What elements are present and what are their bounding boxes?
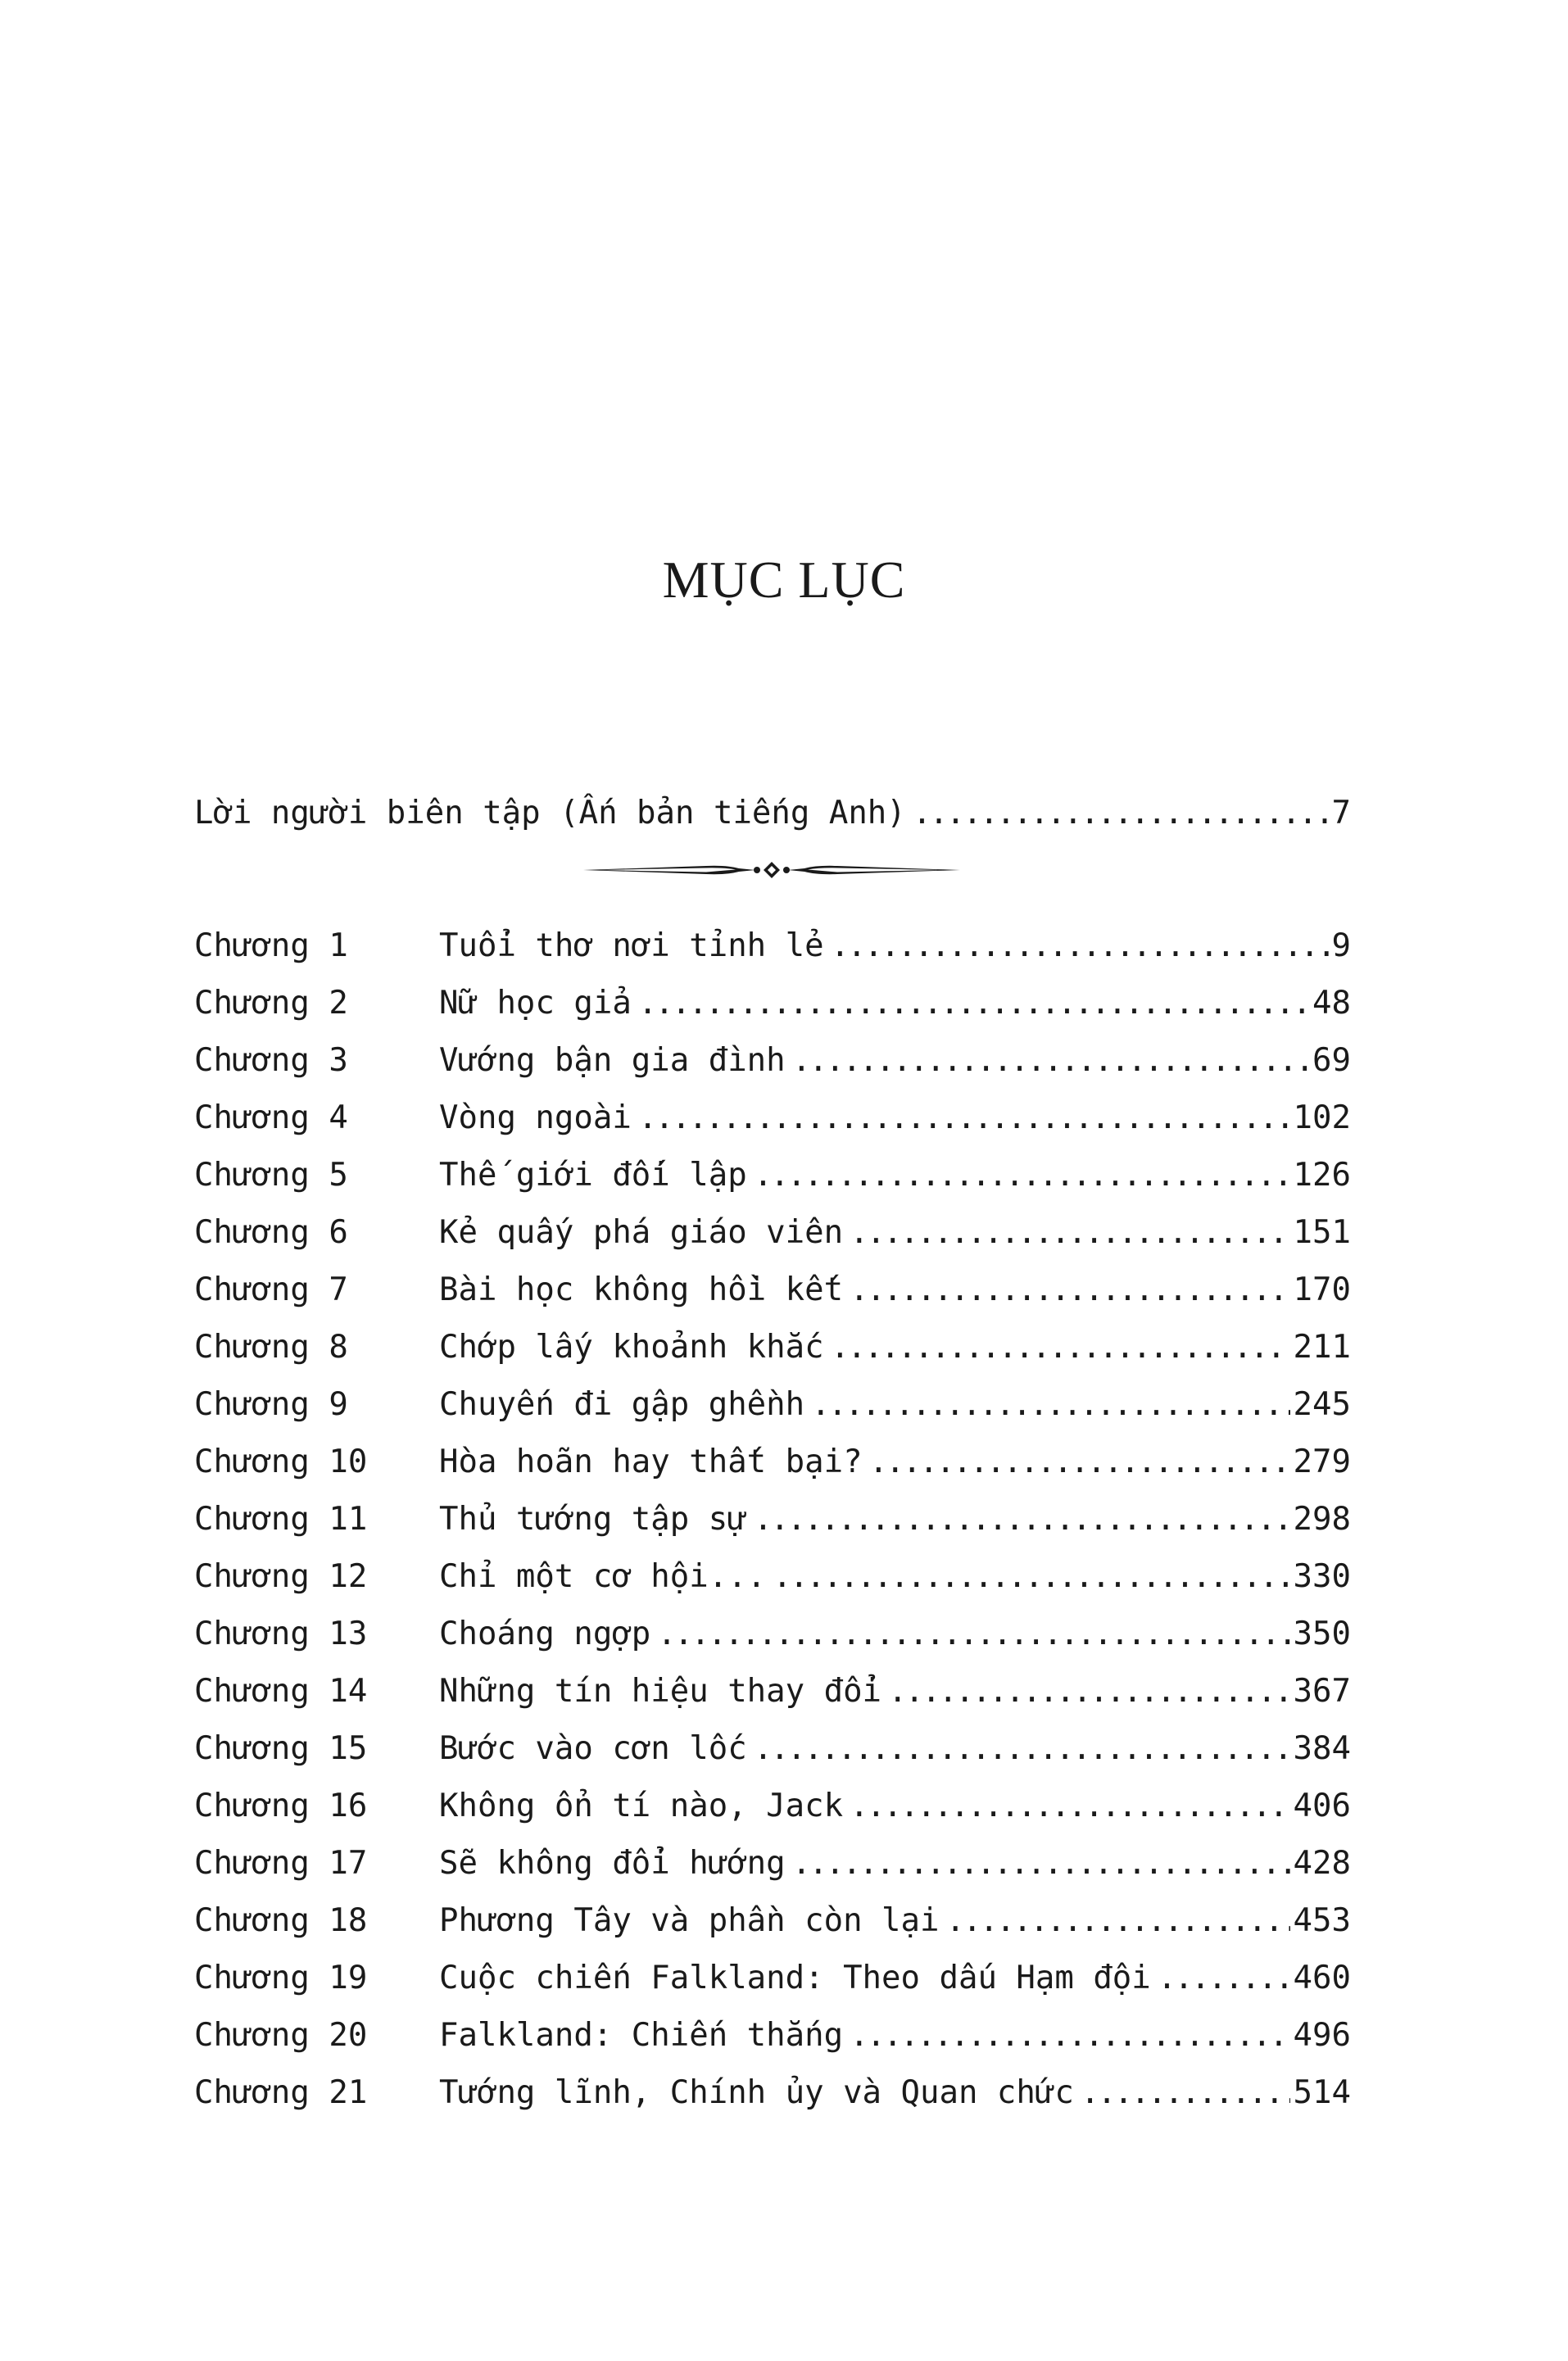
chapter-entry[interactable]: [194, 1892, 1351, 1950]
chapter-entry[interactable]: [194, 975, 1351, 1032]
page-number: 514: [1293, 2074, 1351, 2111]
chapter-title: Phương Tây và phần còn lại: [439, 1902, 940, 1939]
preface-entry[interactable]: [194, 785, 1351, 842]
page-number: 279: [1293, 1443, 1351, 1480]
chapter-title: Sẽ không đổi hướng: [439, 1845, 786, 1882]
page-number: 453: [1293, 1902, 1351, 1939]
chapter-entry[interactable]: [194, 2064, 1351, 2122]
chapter-title: Falkland: Chiến thắng: [439, 2017, 844, 2054]
page-number: 151: [1293, 1214, 1351, 1251]
chapter-label: Chương 21: [194, 2074, 368, 2111]
chapter-label: Chương 15: [194, 1730, 368, 1767]
chapter-label: Chương 9: [194, 1386, 348, 1423]
page-number: 170: [1293, 1271, 1351, 1308]
dot-leader: [1081, 2064, 1290, 2122]
chapter-title: Những tín hiệu thay đổi: [439, 1673, 882, 1710]
chapter-entry[interactable]: [194, 1032, 1351, 1090]
chapter-label: Chương 8: [194, 1329, 348, 1366]
dot-leader: [831, 1319, 1290, 1376]
chapter-label: Chương 4: [194, 1099, 348, 1136]
chapter-label: Chương 2: [194, 985, 348, 1022]
chapter-title: Chuyến đi gập ghềnh: [439, 1386, 805, 1423]
chapter-label: Chương 13: [194, 1616, 368, 1652]
chapter-label: Chương 3: [194, 1042, 348, 1079]
chapter-title: Hòa hoãn hay thất bại?: [439, 1443, 863, 1480]
chapter-entry[interactable]: [194, 1835, 1351, 1892]
chapter-title: Kẻ quấy phá giáo viên: [439, 1214, 844, 1251]
chapter-title: Chỉ một cơ hội...: [439, 1558, 767, 1595]
dot-leader: [850, 1262, 1289, 1319]
chapter-entry[interactable]: [194, 1204, 1351, 1262]
chapter-entry[interactable]: [194, 1491, 1351, 1548]
page-number: 7: [1331, 795, 1351, 832]
chapter-title: Tướng lĩnh, Chính ủy và Quan chức: [439, 2074, 1074, 2111]
page-number: 496: [1293, 2017, 1351, 2054]
dot-leader: [754, 1720, 1290, 1778]
dot-leader: [638, 1090, 1290, 1147]
chapter-entry[interactable]: [194, 1090, 1351, 1147]
chapter-entry[interactable]: [194, 2007, 1351, 2064]
chapter-title: Tuổi thơ nơi tỉnh lẻ: [439, 927, 824, 964]
page-number: 298: [1293, 1501, 1351, 1538]
chapter-entry[interactable]: [194, 1778, 1351, 1835]
chapter-title: Cuộc chiến Falkland: Theo dấu Hạm đội: [439, 1960, 1151, 1996]
page-number: 406: [1293, 1788, 1351, 1824]
chapter-label: Chương 12: [194, 1558, 368, 1595]
chapter-title: Choáng ngợp: [439, 1616, 651, 1652]
dot-leader: [913, 785, 1329, 842]
page-number: 69: [1312, 1042, 1351, 1079]
chapter-title: Bước vào cơn lốc: [439, 1730, 747, 1767]
dot-leader: [869, 1434, 1290, 1491]
chapter-label: Chương 7: [194, 1271, 348, 1308]
chapter-entry[interactable]: [194, 1950, 1351, 2007]
chapter-label: Chương 11: [194, 1501, 368, 1538]
preface-title: Lời người biên tập (Ấn bản tiếng Anh): [194, 795, 906, 832]
page-number: 428: [1293, 1845, 1351, 1882]
chapter-label: Chương 14: [194, 1673, 368, 1710]
chapter-label: Chương 1: [194, 927, 348, 964]
page-number: 350: [1293, 1616, 1351, 1652]
chapter-entry[interactable]: [194, 1376, 1351, 1434]
dot-leader: [945, 1892, 1289, 1950]
dot-leader: [831, 918, 1329, 975]
page-number: 126: [1293, 1157, 1351, 1194]
chapter-title: Nữ học giả: [439, 985, 632, 1022]
chapter-entry[interactable]: [194, 1720, 1351, 1778]
dot-leader: [638, 975, 1309, 1032]
chapter-entry[interactable]: [194, 918, 1351, 975]
ornamental-divider: [583, 854, 960, 886]
chapter-list: [194, 918, 1351, 2122]
dot-leader: [888, 1663, 1290, 1720]
page-number: 330: [1293, 1558, 1351, 1595]
chapter-entry[interactable]: [194, 1319, 1351, 1376]
dot-leader: [657, 1606, 1289, 1663]
chapter-title: Thế giới đối lập: [439, 1157, 747, 1194]
chapter-label: Chương 20: [194, 2017, 368, 2054]
dot-leader: [773, 1548, 1289, 1606]
dot-leader: [1158, 1950, 1290, 2007]
chapter-entry[interactable]: [194, 1434, 1351, 1491]
dot-leader: [754, 1147, 1290, 1204]
chapter-entry[interactable]: [194, 1606, 1351, 1663]
chapter-title: Thủ tướng tập sự: [439, 1501, 747, 1538]
chapter-label: Chương 5: [194, 1157, 348, 1194]
page-number: 245: [1293, 1386, 1351, 1423]
chapter-title: Vòng ngoài: [439, 1099, 632, 1136]
chapter-label: Chương 19: [194, 1960, 368, 1996]
chapter-entry[interactable]: [194, 1663, 1351, 1720]
chapter-label: Chương 17: [194, 1845, 368, 1882]
dot-leader: [850, 2007, 1289, 2064]
chapter-title: Chớp lấy khoảnh khắc: [439, 1329, 824, 1366]
dot-leader: [850, 1204, 1289, 1262]
dot-leader: [792, 1835, 1290, 1892]
chapter-label: Chương 18: [194, 1902, 368, 1939]
chapter-title: Vướng bận gia đình: [439, 1042, 786, 1079]
chapter-label: Chương 16: [194, 1788, 368, 1824]
chapter-label: Chương 10: [194, 1443, 368, 1480]
page-number: 211: [1293, 1329, 1351, 1366]
chapter-entry[interactable]: [194, 1147, 1351, 1204]
dot-leader: [811, 1376, 1289, 1434]
chapter-title: Bài học không hồi kết: [439, 1271, 844, 1308]
chapter-label: Chương 6: [194, 1214, 348, 1251]
page-title: MỤC LỤC: [662, 551, 906, 609]
page-number: 9: [1331, 927, 1351, 964]
dot-leader: [754, 1491, 1290, 1548]
chapter-entry[interactable]: [194, 1262, 1351, 1319]
dot-leader: [850, 1778, 1289, 1835]
chapter-title: Không ổn tí nào, Jack: [439, 1788, 844, 1824]
chapter-entry[interactable]: [194, 1548, 1351, 1606]
page-number: 384: [1293, 1730, 1351, 1767]
page-number: 460: [1293, 1960, 1351, 1996]
dot-leader: [792, 1032, 1309, 1090]
page-number: 367: [1293, 1673, 1351, 1710]
page-number: 48: [1312, 985, 1351, 1022]
page-number: 102: [1293, 1099, 1351, 1136]
